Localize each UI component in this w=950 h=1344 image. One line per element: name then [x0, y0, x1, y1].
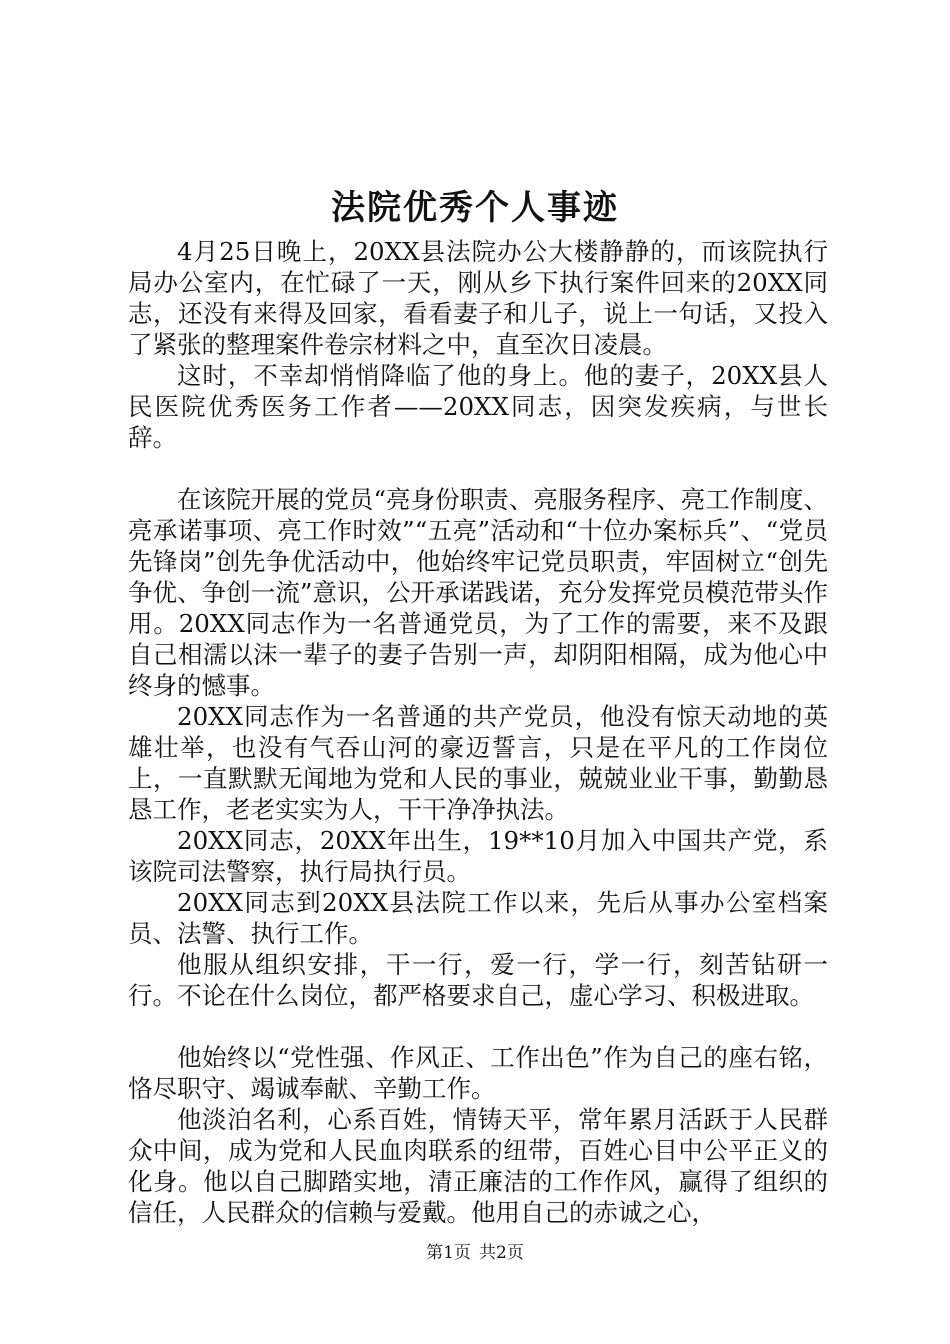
paragraph: 他服从组织安排，干一行，爱一行，学一行，刻苦钻研一行。不论在什么岗位，都严格要求自己，虚心学习、积极进取。: [128, 950, 828, 1010]
document-title: 法院优秀个人事迹: [331, 188, 619, 228]
paragraph: 他淡泊名利，心系百姓，情铸天平，常年累月活跃于人民群众中间，成为党和人民血肉联系的纽带，百姓心目中公平正义的化身。他以自己脚踏实地，清正廉洁的工作作风，赢得了组织的信任，人民群众的信赖与爱戴。他用自己的赤诚之心，: [128, 1105, 828, 1227]
page-number-current: 第1页: [426, 1243, 471, 1263]
document-body: [128, 236, 828, 1228]
paragraph: 这时，不幸却悄悄降临了他的身上。他的妻子，20XX县人民医院优秀医务工作者——20XX同志，因突发疾病，与世长辞。: [128, 361, 828, 452]
paragraph: 在该院开展的党员“亮身份职责、亮服务程序、亮工作制度、亮承诺事项、亮工作时效”“五亮”活动和“十位办案标兵”、“党员先锋岗”创先争优活动中，他始终牢记党员职责，牢固树立“创先争优、争创一流”意识，公开承诺践诺，充分发挥党员模范带头作用。20XX同志作为一名普通党员，为了工作的需要，来不及跟自己相濡以沫一辈子的妻子告别一声，却阴阳相隔，成为他心中终身的憾事。: [128, 485, 828, 700]
paragraph: 他始终以“党性强、作风正、工作出色”作为自己的座右铭，恪尽职守、竭诚奉献、辛勤工作。: [128, 1043, 828, 1103]
paragraph: 4月25日晚上，20XX县法院办公大楼静静的，而该院执行局办公室内，在忙碌了一天，刚从乡下执行案件回来的20XX同志，还没有来得及回家，看看妻子和儿子，说上一句话，又投入了紧张的整理案件卷宗材料之中，直至次日凌晨。: [128, 237, 828, 359]
paragraph: 20XX同志到20XX县法院工作以来，先后从事办公室档案员、法警、执行工作。: [128, 888, 828, 948]
paragraph: 20XX同志作为一名普通的共产党员，他没有惊天动地的英雄壮举，也没有气吞山河的豪迈誓言，只是在平凡的工作岗位上，一直默默无闻地为党和人民的事业，兢兢业业干事，勤勤恳恳工作，老老实实为人，干干净净执法。: [128, 702, 828, 824]
paragraph: 20XX同志，20XX年出生，19**10月加入中国共产党，系该院司法警察，执行局执行员。: [128, 826, 828, 886]
page-footer: [0, 1241, 950, 1265]
page-number-total: 共2页: [479, 1243, 524, 1263]
